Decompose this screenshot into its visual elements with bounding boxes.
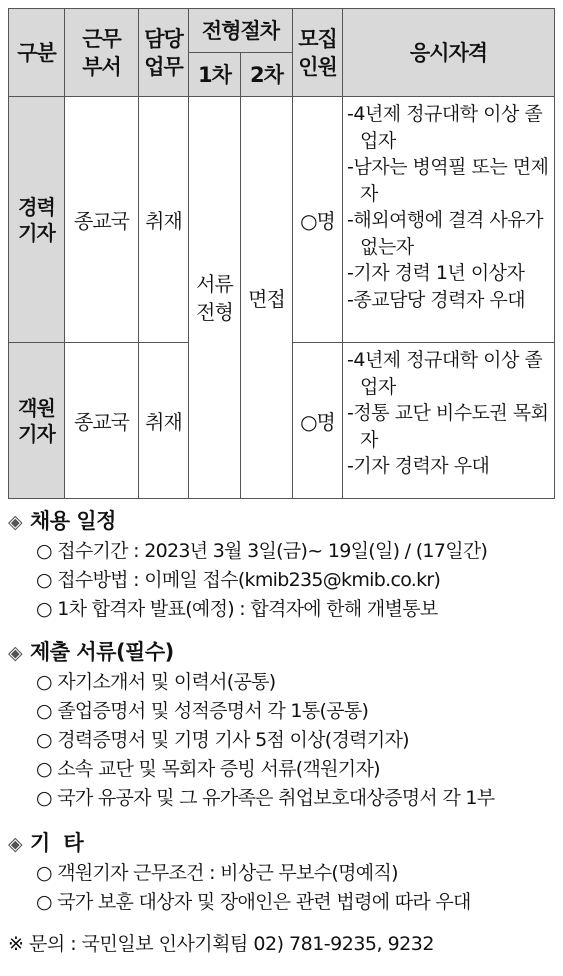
row-category: 객원 기자 [9,343,65,499]
header-round1: 1차 [189,53,241,97]
round2-value: 면접 [241,97,293,499]
row-count: ○명 [293,97,343,343]
row-duty: 취재 [139,97,189,343]
contact-footer: ※ 문의 : 국민일보 인사기획팀 02) 781-9235, 9232 [8,933,434,955]
qualification-item: -4년제 정규대학 이상 졸업자 [347,103,543,152]
list-item: ○ 접수방법 : 이메일 접수(kmib235@kmib.co.kr) [36,569,441,591]
schedule-title: 채용 일정 [30,509,116,533]
header-process: 전형절차 [189,9,293,53]
recruitment-table [8,8,555,499]
row-department: 종교국 [65,97,139,343]
row-count: ○명 [293,343,343,499]
diamond-icon: ◈ [8,511,23,533]
list-item: ○ 경력증명서 및 기명 기사 5점 이상(경력기자) [36,729,409,751]
diamond-icon: ◈ [8,642,23,664]
row-duty: 취재 [139,343,189,499]
header-qualification: 응시자격 [343,9,555,97]
list-item: ○ 졸업증명서 및 성적증명서 각 1통(공통) [36,700,369,722]
schedule-heading [8,506,555,537]
documents-section [8,637,555,813]
qualification-item: -정통 교단 비수도권 목회자 [347,402,549,451]
documents-title: 제출 서류(필수) [30,640,174,664]
row-category: 경력 기자 [9,97,65,343]
list-item: ○ 접수기간 : 2023년 3월 3일(금)~ 19일(일) / (17일간) [36,540,488,562]
list-item: ○ 자기소개서 및 이력서(공통) [36,671,276,693]
qualification-item: -종교담당 경력자 우대 [347,288,526,311]
row-qualifications [343,97,555,343]
list-item: ○ 국가 유공자 및 그 유가족은 취업보호대상증명서 각 1부 [36,787,495,809]
header-department: 근무 부서 [65,9,139,97]
header-category: 구분 [9,9,65,97]
etc-section [8,828,555,917]
documents-heading [8,637,555,668]
round1-value: 서류 전형 [189,97,241,499]
schedule-section [8,506,555,624]
list-item: ○ 객원기자 근무조건 : 비상근 무보수(명예직) [36,862,398,884]
qualification-item: -남자는 병역필 또는 면제자 [347,156,549,205]
list-item: ○ 1차 합격자 발표(예정) : 합격자에 한해 개별통보 [36,598,438,620]
list-item: ○ 소속 교단 및 목회자 증빙 서류(객원기자) [36,758,380,780]
list-item: ○ 국가 보훈 대상자 및 장애인은 관련 법령에 따라 우대 [36,891,471,913]
header-round2: 2차 [241,53,293,97]
diamond-icon: ◈ [8,833,23,855]
row-department: 종교국 [65,343,139,499]
table-row [9,97,555,343]
row-qualifications [343,343,555,499]
etc-heading [8,828,555,859]
qualification-item: -기자 경력 1년 이상자 [347,262,525,284]
qualification-item: -4년제 정규대학 이상 졸업자 [347,349,543,398]
header-recruit: 모집 인원 [293,9,343,97]
qualification-item: -해외여행에 결격 사유가 없는자 [347,209,543,258]
header-duty: 담당 업무 [139,9,189,97]
qualification-item: -기자 경력자 우대 [347,455,490,477]
etc-title: 기 타 [30,831,84,855]
